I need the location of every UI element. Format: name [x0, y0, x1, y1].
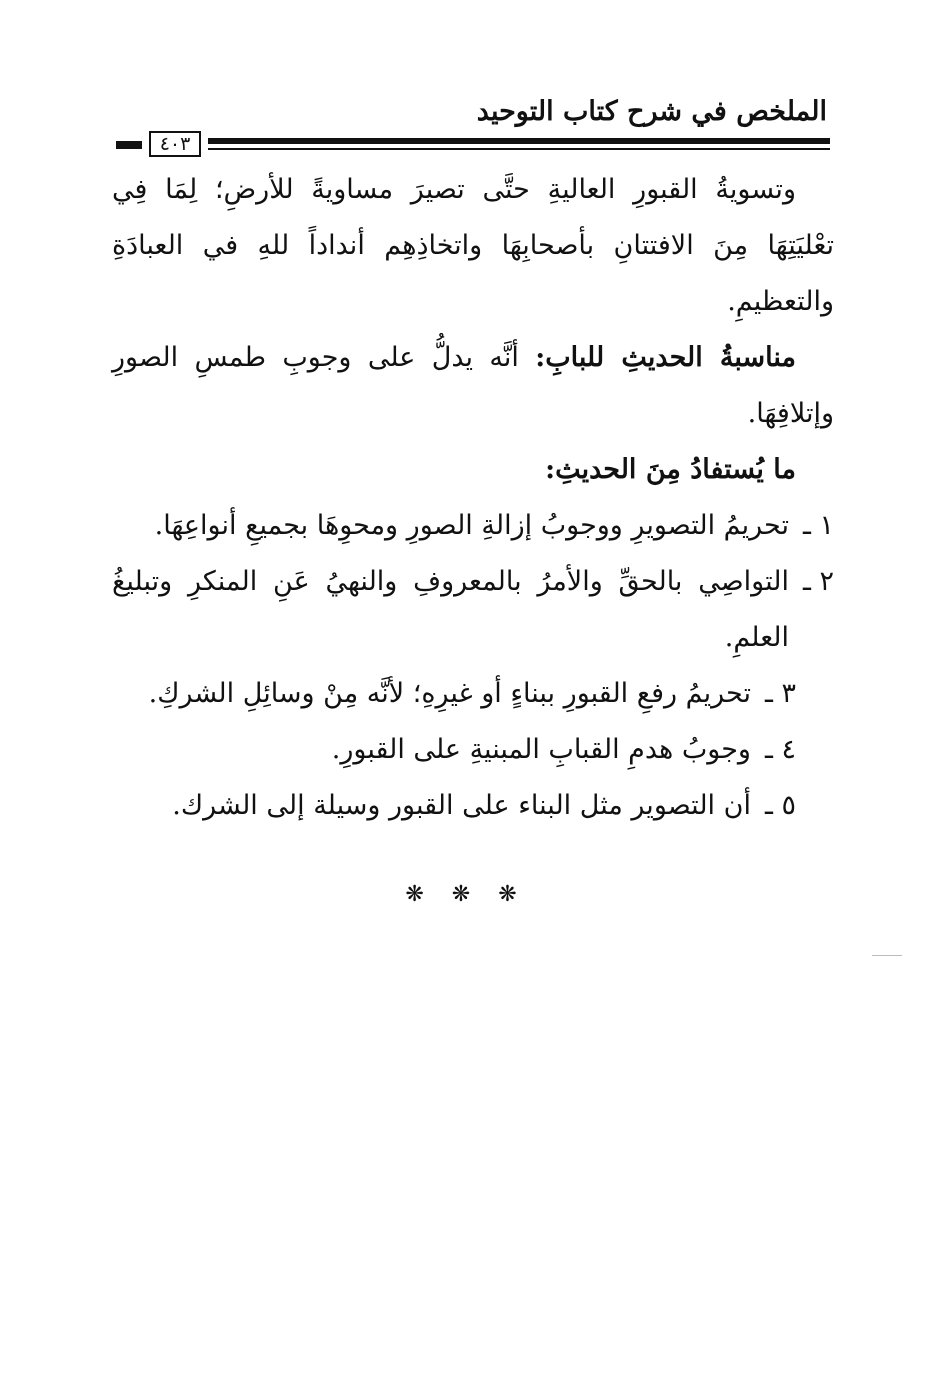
- list-item-text: أن التصوير مثل البناء على القبور وسيلة إلى الشرك.: [172, 790, 751, 821]
- list-item-number: ٥ ـ: [764, 790, 796, 821]
- list-item-number: ٤ ـ: [764, 734, 796, 765]
- list-item-number: ٣ ـ: [764, 678, 796, 709]
- benefits-heading: ما يُستفادُ مِنَ الحديثِ:: [545, 454, 796, 485]
- list-item: [112, 778, 834, 834]
- section-separator-asterisks: ❋❋❋: [405, 882, 545, 907]
- relevance-heading: مناسبةُ الحديثِ للبابِ:: [535, 342, 796, 373]
- paragraph-levelling-graves: وتسويةُ القبورِ العاليةِ حتَّى تصيرَ مساويةً للأرضِ؛ لِمَا فِي تعْليَتِهَا مِنَ الافتتانِ بأصحابِهَا واتخاذِهِم أنداداً للهِ في العبادَةِ والتعظيمِ.: [112, 174, 834, 317]
- list-item-number: ١ ـ: [802, 510, 834, 541]
- rule-short-bar: [116, 141, 142, 149]
- list-item-number: ٢ ـ: [802, 566, 834, 597]
- rule-thick-line: [208, 138, 830, 144]
- page-number: ٤٠٣: [149, 131, 201, 157]
- list-item: [112, 722, 834, 778]
- rule-thin-line: [208, 148, 830, 150]
- list-item: [112, 554, 834, 666]
- list-item-text: تحريمُ رفعِ القبورِ ببناءٍ أو غيرِهِ؛ لأنَّه مِنْ وسائِلِ الشركِ.: [148, 678, 751, 709]
- paragraph-relevance: [112, 330, 834, 442]
- running-title: الملخص في شرح كتاب التوحيد: [476, 96, 827, 127]
- list-item-text: وجوبُ هدمِ القبابِ المبنيةِ على القبورِ.: [331, 734, 751, 765]
- main-text: [112, 162, 834, 834]
- list-item-text: تحريمُ التصويرِ ووجوبُ إزالةِ الصورِ ومحوِهَا بجميعِ أنواعِهَا.: [154, 510, 789, 541]
- rule-double-line: [208, 138, 830, 150]
- header-rule: [116, 134, 830, 158]
- list-item: [112, 498, 834, 554]
- relevance-text: أنَّه يدلُّ على وجوبِ طمسِ الصورِ وإتلافِهَا.: [112, 342, 834, 429]
- scan-margin-mark: [872, 955, 902, 956]
- list-item-text: التواصِي بالحقِّ والأمرُ بالمعروفِ والنهيُ عَنِ المنكرِ وتبليغُ العلمِ.: [112, 566, 789, 653]
- list-item: [112, 666, 834, 722]
